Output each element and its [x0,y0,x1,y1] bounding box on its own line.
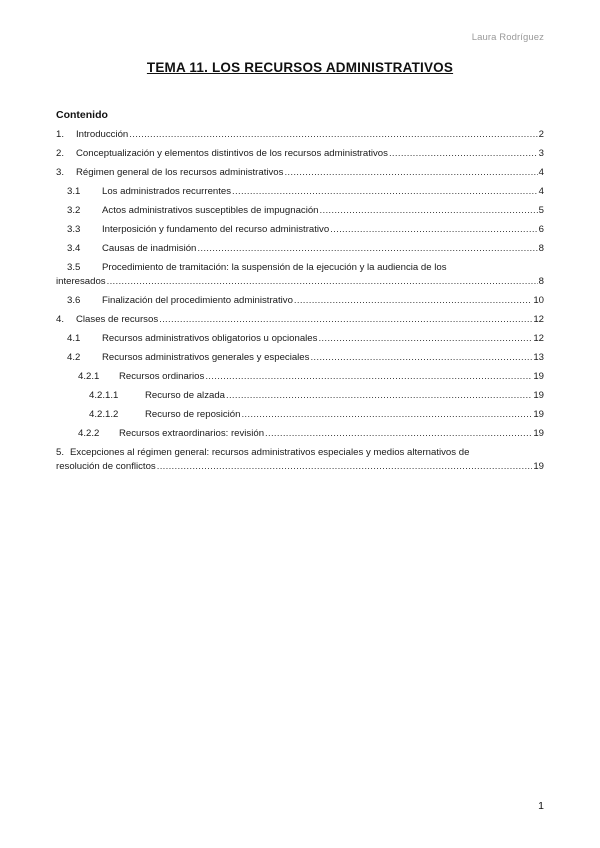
toc-leader [318,332,532,346]
toc-title: Conceptualización y elementos distintivos de los recursos administrativos [76,148,388,159]
toc-title: Recurso de reposición [145,409,241,420]
toc-entry-4-2-1[interactable] [56,370,544,384]
toc-entry-4-1[interactable] [56,332,544,346]
toc-title: Recursos extraordinarios: revisión [119,428,265,439]
toc-entry-3-1[interactable] [56,185,544,199]
toc-title-continued: resolución de conflictos [56,461,156,472]
toc-leader [241,408,532,422]
toc-leader [159,313,532,327]
toc-leader [107,275,538,289]
document-title: TEMA 11. LOS RECURSOS ADMINISTRATIVOS [146,60,454,75]
toc-page: 5 [538,205,544,216]
toc-page: 8 [538,243,544,254]
toc-title: Actos administrativos susceptibles de impugnación [102,205,319,216]
toc-leader [294,294,532,308]
toc-title: Interposición y fundamento del recurso administrativo [102,224,330,235]
toc-leader [226,389,532,403]
toc-title: Finalización del procedimiento administrativo [102,295,293,306]
toc-entry-1[interactable] [56,128,544,142]
toc-entry-3-5[interactable] [56,261,544,289]
toc-number: 4.2.1 [78,371,100,382]
header-author: Laura Rodríguez [471,32,544,43]
toc-page: 3 [538,148,544,159]
toc-entry-3-3[interactable] [56,223,544,237]
toc-number: 4.1 [67,333,81,344]
toc-entry-2[interactable] [56,147,544,161]
toc-page: 19 [533,428,544,439]
toc-entry-3-6[interactable] [56,294,544,308]
toc-page: 6 [538,224,544,235]
toc-leader [197,242,537,256]
toc-title: Los administrados recurrentes [102,186,232,197]
table-of-contents [56,128,544,479]
toc-number: 3.4 [67,243,81,254]
toc-entry-4-2-2[interactable] [56,427,544,441]
toc-number: 4.2.2 [78,428,100,439]
toc-entry-3[interactable] [56,166,544,180]
toc-number: 3. [56,167,65,178]
toc-entry-4[interactable] [56,313,544,327]
toc-page: 13 [533,352,544,363]
toc-leader [320,204,538,218]
toc-leader [129,128,537,142]
toc-page: 8 [538,276,544,287]
toc-page: 12 [533,333,544,344]
toc-page: 19 [533,390,544,401]
toc-page: 19 [533,409,544,420]
toc-leader [157,460,533,474]
toc-entry-5[interactable] [56,446,544,474]
toc-number: 5. [56,447,65,458]
toc-number: 1. [56,129,65,140]
toc-entry-3-2[interactable] [56,204,544,218]
toc-page: 19 [533,371,544,382]
toc-title: Introducción [76,129,129,140]
toc-number: 4.2.1.1 [89,390,119,401]
toc-title: Procedimiento de tramitación: la suspensión de la ejecución y la audiencia de los [102,262,447,273]
toc-leader [205,370,532,384]
toc-number: 4.2 [67,352,81,363]
toc-entry-3-4[interactable] [56,242,544,256]
toc-number: 2. [56,148,65,159]
toc-entry-4-2-1-1[interactable] [56,389,544,403]
toc-leader [232,185,538,199]
toc-number: 3.5 [67,262,81,273]
toc-leader [330,223,537,237]
page-number: 1 [538,800,544,812]
toc-page: 19 [533,461,544,472]
toc-page: 2 [538,129,544,140]
toc-number: 3.3 [67,224,81,235]
toc-leader [389,147,538,161]
toc-title: Causas de inadmisión [102,243,197,254]
toc-leader [265,427,532,441]
toc-number: 3.6 [67,295,81,306]
toc-title: Clases de recursos [76,314,159,325]
toc-title: Excepciones al régimen general: recursos administrativos especiales y medios alternativos de [70,447,470,458]
toc-number: 4. [56,314,65,325]
toc-number: 3.1 [67,186,81,197]
toc-title: Recursos ordinarios [119,371,205,382]
toc-title-continued: interesados [56,276,106,287]
toc-page: 12 [533,314,544,325]
toc-title: Régimen general de los recursos administrativos [76,167,284,178]
toc-number: 3.2 [67,205,81,216]
toc-title: Recurso de alzada [145,390,225,401]
toc-title: Recursos administrativos obligatorios u opcionales [102,333,318,344]
toc-page: 4 [538,186,544,197]
toc-page: 10 [533,295,544,306]
toc-leader [310,351,532,365]
toc-entry-4-2[interactable] [56,351,544,365]
toc-entry-4-2-1-2[interactable] [56,408,544,422]
toc-number: 4.2.1.2 [89,409,119,420]
toc-heading: Contenido [56,109,108,121]
toc-leader [284,166,537,180]
toc-title: Recursos administrativos generales y especiales [102,352,310,363]
toc-page: 4 [538,167,544,178]
